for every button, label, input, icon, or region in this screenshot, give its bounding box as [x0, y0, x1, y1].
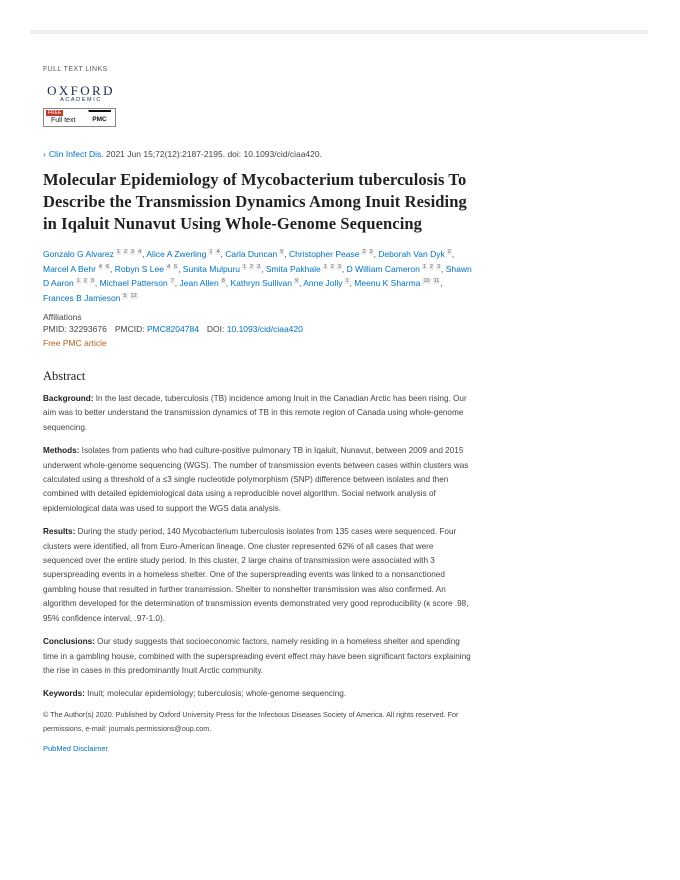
affiliation-number[interactable]: 2 [362, 249, 366, 255]
author-link[interactable]: Robyn S Lee [114, 263, 164, 274]
author-link[interactable]: Christopher Pease [289, 249, 360, 259]
affiliation-number[interactable]: 11 [433, 278, 440, 284]
affiliation-number[interactable]: 4 [166, 263, 170, 270]
affiliation-number[interactable]: 7 [170, 278, 174, 284]
affiliation-number[interactable]: 2 [250, 263, 254, 270]
affiliation-number[interactable]: 2 [123, 249, 127, 255]
pmc-logo-icon: PMC [88, 110, 111, 123]
author-link[interactable]: Sunita Mulpuru [182, 263, 240, 274]
affiliation-number[interactable]: 12 [130, 292, 137, 299]
abstract-heading: Abstract [43, 369, 86, 383]
abstract-results: Results: During the study period, 140 Mycobacterium tuberculosis isolates from 135 cases were sequenced. Four clusters were identified, all from Euro-American lineage. One cluster represented 62% of all cases that were sequenced over the entire study period. In this cluster, 2 large chains of transmission were associated with 3 superspreading events in a homeless shelter. One of the superspreading events was linked to a nonsanctioned gambling house that resulted in further transmission. Shelter to nonshelter transmission was also confirmed. An algorithm developed for the determination of transmission events demonstrated very good reproducibility (κ score .98, 95% confidence interval, .97-1.0). [43, 527, 469, 623]
free-pmc-article-label: Free PMC article [43, 338, 107, 348]
chevron-right-icon: › [43, 149, 46, 159]
author-link[interactable]: Deborah Van Dyk [378, 249, 445, 259]
author-link[interactable]: Kathryn Sullivan [230, 278, 292, 288]
top-divider [30, 30, 648, 34]
affiliation-number[interactable]: 4 [98, 263, 102, 270]
abstract-background: Background: In the last decade, tuberculosis (TB) incidence among Inuit in the Canadian Arctic has been rising. Our aim was to better understand the transmission dynamics of TB in this remote region of Canada using whole-genome sequencing. [43, 394, 467, 432]
abstract-body [43, 392, 475, 736]
affiliation-number[interactable]: 4 [138, 249, 142, 255]
affiliation-number[interactable]: 2 [429, 263, 433, 270]
oxford-logo-line1: OXFORD [47, 83, 115, 98]
affiliation-number[interactable]: 2 [447, 249, 451, 255]
affiliation-number[interactable]: 4 [216, 249, 220, 255]
affiliation-number[interactable]: 1 [345, 278, 349, 284]
affiliation-number[interactable]: 1 [323, 263, 327, 270]
doi-link[interactable]: 10.1093/cid/ciaa420 [226, 324, 303, 334]
affiliation-number[interactable]: 1 [422, 263, 426, 270]
keywords: Keywords: Inuit; molecular epidemiology; tuberculosis; whole-genome sequencing. [43, 689, 347, 699]
affiliation-number[interactable]: 9 [294, 278, 298, 284]
affiliation-number[interactable]: 10 [423, 278, 430, 284]
full-text-links-label: FULL TEXT LINKS [43, 66, 108, 73]
affiliations-toggle[interactable]: Affiliations [43, 312, 82, 322]
author-link[interactable]: Shawn D Aaron [43, 263, 472, 288]
author-link[interactable]: Meenu K Sharma [354, 278, 421, 288]
author-link[interactable]: Michael Patterson [99, 278, 168, 288]
pmid-value: 32293676 [68, 324, 107, 334]
affiliation-number[interactable]: 3 [131, 249, 135, 255]
affiliation-number[interactable]: 6 [105, 263, 110, 270]
identifiers-line: PMID: 32293676 PMCID: PMC8204784 DOI: 10.1093/cid/ciaa420 [43, 324, 303, 334]
affiliation-number[interactable]: 2 [83, 278, 87, 284]
oxford-academic-logo[interactable] [43, 84, 119, 104]
pubmed-disclaimer-link[interactable]: PubMed Disclaimer [43, 744, 109, 754]
affiliation-number[interactable]: 3 [337, 263, 341, 270]
citation-details: 2021 Jun 15;72(12):2187-2195. doi: 10.1093/cid/ciaa420. [103, 149, 322, 159]
author-link[interactable]: Anne Jolly [303, 278, 343, 288]
affiliation-number[interactable]: 5 [280, 249, 284, 255]
article-title: Molecular Epidemiology of Mycobacterium tuberculosis To Describe the Transmission Dynamics Among Inuit Residing in Iqaluit Nunavut Using Whole-Genome Sequencing [43, 170, 467, 233]
author-link[interactable]: Jean Allen [179, 278, 219, 288]
copyright-notice: © The Author(s) 2020. Published by Oxford University Press for the Infectious Diseases Society of America. All rights reserved. For permissions, e-mail: journals.permissions@oup.com. [43, 710, 459, 734]
author-link[interactable]: Smita Pakhale [265, 263, 321, 274]
affiliation-number[interactable]: 1 [242, 263, 247, 270]
oxford-logo-line2: ACADEMIC [60, 97, 102, 103]
affiliation-number[interactable]: 1 [209, 249, 213, 255]
affiliation-number[interactable]: 1 [116, 249, 120, 255]
author-link[interactable]: Frances B Jamieson [43, 292, 121, 303]
affiliation-number[interactable]: 3 [369, 249, 373, 255]
affiliation-number[interactable]: 3 [257, 263, 261, 270]
affiliation-number[interactable]: 3 [90, 278, 94, 284]
author-list: Gonzalo G Alvarez $^1$ $^2$ $^3$ $^4$, Alice A Zwerling $^1$ $^4$, Carla Duncan $^5$, Christopher Pease $^2$ $^3$, Deborah Van Dyk $^2$, Marcel A Behr $^4$ $^6$, Robyn S Lee $^4$ $^6$, Sunita Mulpuru $^1$ $^2$ $^3$, Smita Pakhale $^1$ $^2$ $^3$, D William Cameron $^1$ $^2$ $^3$, Shawn D Aaron $^1$ $^2$ $^3$, Michael Patterson $^7$, Jean Allen $^8$, Kathryn Sullivan $^9$, Anne Jolly $^1$, Meenu K Sharma $^{10}$ $^{11}$, Frances B Jamieson $^5$ $^{12}$ [43, 249, 472, 303]
pmcid-link[interactable]: PMC8204784 [146, 324, 199, 334]
free-tag: FREE [48, 110, 62, 116]
abstract-methods: Methods: Isolates from patients who had culture-positive pulmonary TB in Iqaluit, Nunavut, between 2009 and 2015 underwent whole-genome sequencing (WGS). The number of transmission events between cases within clusters was calculated using a threshold of a ≤3 single nucleotide polymorphism (SNP) difference between isolates and then combined with detailed epidemiological data using a reproducible novel algorithm. Social network analysis of epidemiological data was used to support the WGS data analysis. [43, 446, 469, 513]
author-link[interactable]: D William Cameron [346, 263, 420, 274]
affiliation-number[interactable]: 1 [76, 278, 80, 284]
article-page [43, 66, 475, 753]
affiliation-number[interactable]: 2 [330, 263, 334, 270]
author-link[interactable]: Alice A Zwerling [146, 249, 207, 259]
affiliation-number[interactable]: 8 [221, 278, 225, 284]
author-link[interactable]: Marcel A Behr [43, 263, 96, 274]
author-link[interactable]: Carla Duncan [225, 249, 278, 259]
full-text-label: Full text [51, 117, 76, 124]
citation-line [43, 149, 475, 159]
journal-link[interactable]: Clin Infect Dis. [48, 149, 104, 159]
affiliation-number[interactable]: 3 [436, 263, 441, 270]
affiliation-number[interactable]: 6 [174, 263, 178, 270]
author-link[interactable]: Gonzalo G Alvarez [43, 249, 114, 259]
affiliation-number[interactable]: 5 [123, 292, 127, 299]
pmc-full-text-badge[interactable] [43, 108, 116, 127]
abstract-conclusions: Conclusions: Our study suggests that socioeconomic factors, namely residing in a homeless shelter and spending time in a gambling house, combined with the superspreading event effect may have been significant factors explaining the rise in cases in this predominantly Inuit Arctic community. [43, 637, 471, 675]
